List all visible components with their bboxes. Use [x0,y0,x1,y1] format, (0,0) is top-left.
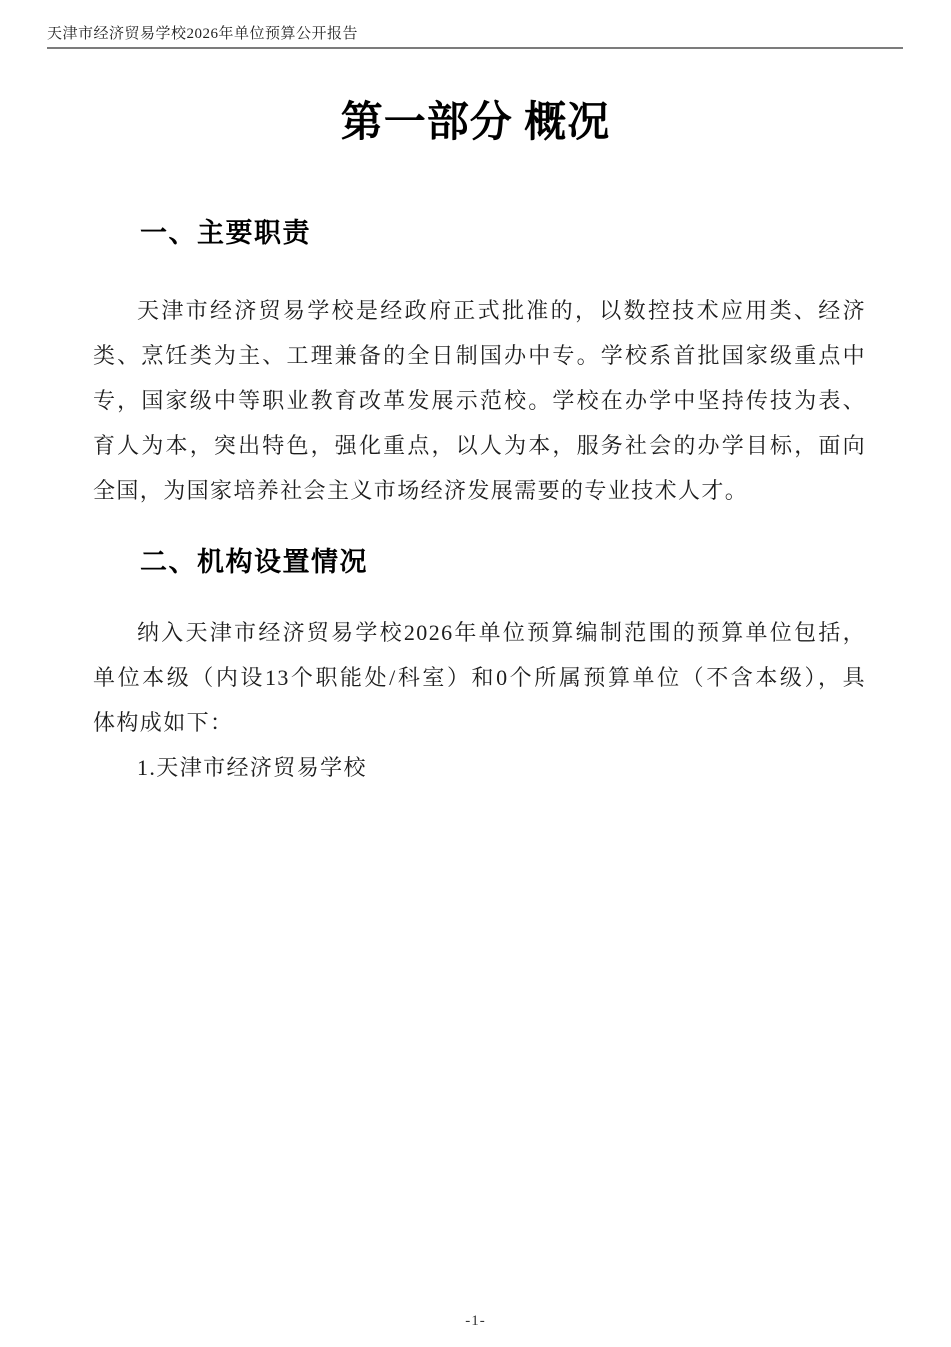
paragraph-line: 天津市经济贸易学校是经政府正式批准的，以数控技术应用类、经济 [137,298,866,323]
paragraph-line: 单位本级（内设13个职能处/科室）和0个所属预算单位（不含本级），具 [93,665,866,690]
paragraph-org-structure [93,610,866,790]
paragraph-line: 育人为本，突出特色，强化重点，以人为本，服务社会的办学目标，面向 [93,433,866,458]
page-number: -1- [465,1313,486,1329]
paragraph-main-duties [93,288,866,513]
paragraph-line: 类、烹饪类为主、工理兼备的全日制国办中专。学校系首批国家级重点中 [93,343,866,368]
page-footer [0,1312,951,1330]
paragraph-line: 纳入天津市经济贸易学校2026年单位预算编制范围的预算单位包括， [137,620,866,645]
running-head-title: 天津市经济贸易学校2026年单位预算公开报告 [47,26,359,42]
page-header [47,26,903,49]
section-heading-org-structure: 二、机构设置情况 [140,547,368,577]
document-title: 第一部分 概况 [340,100,611,146]
section-heading-main-duties: 一、主要职责 [140,218,311,248]
paragraph-line: 全国，为国家培养社会主义市场经济发展需要的专业技术人才。 [93,478,749,503]
paragraph-list-item: 1.天津市经济贸易学校 [137,755,367,780]
paragraph-line: 专，国家级中等职业教育改革发展示范校。学校在办学中坚持传技为表、 [93,388,866,413]
paragraph-line: 体构成如下： [93,710,234,735]
